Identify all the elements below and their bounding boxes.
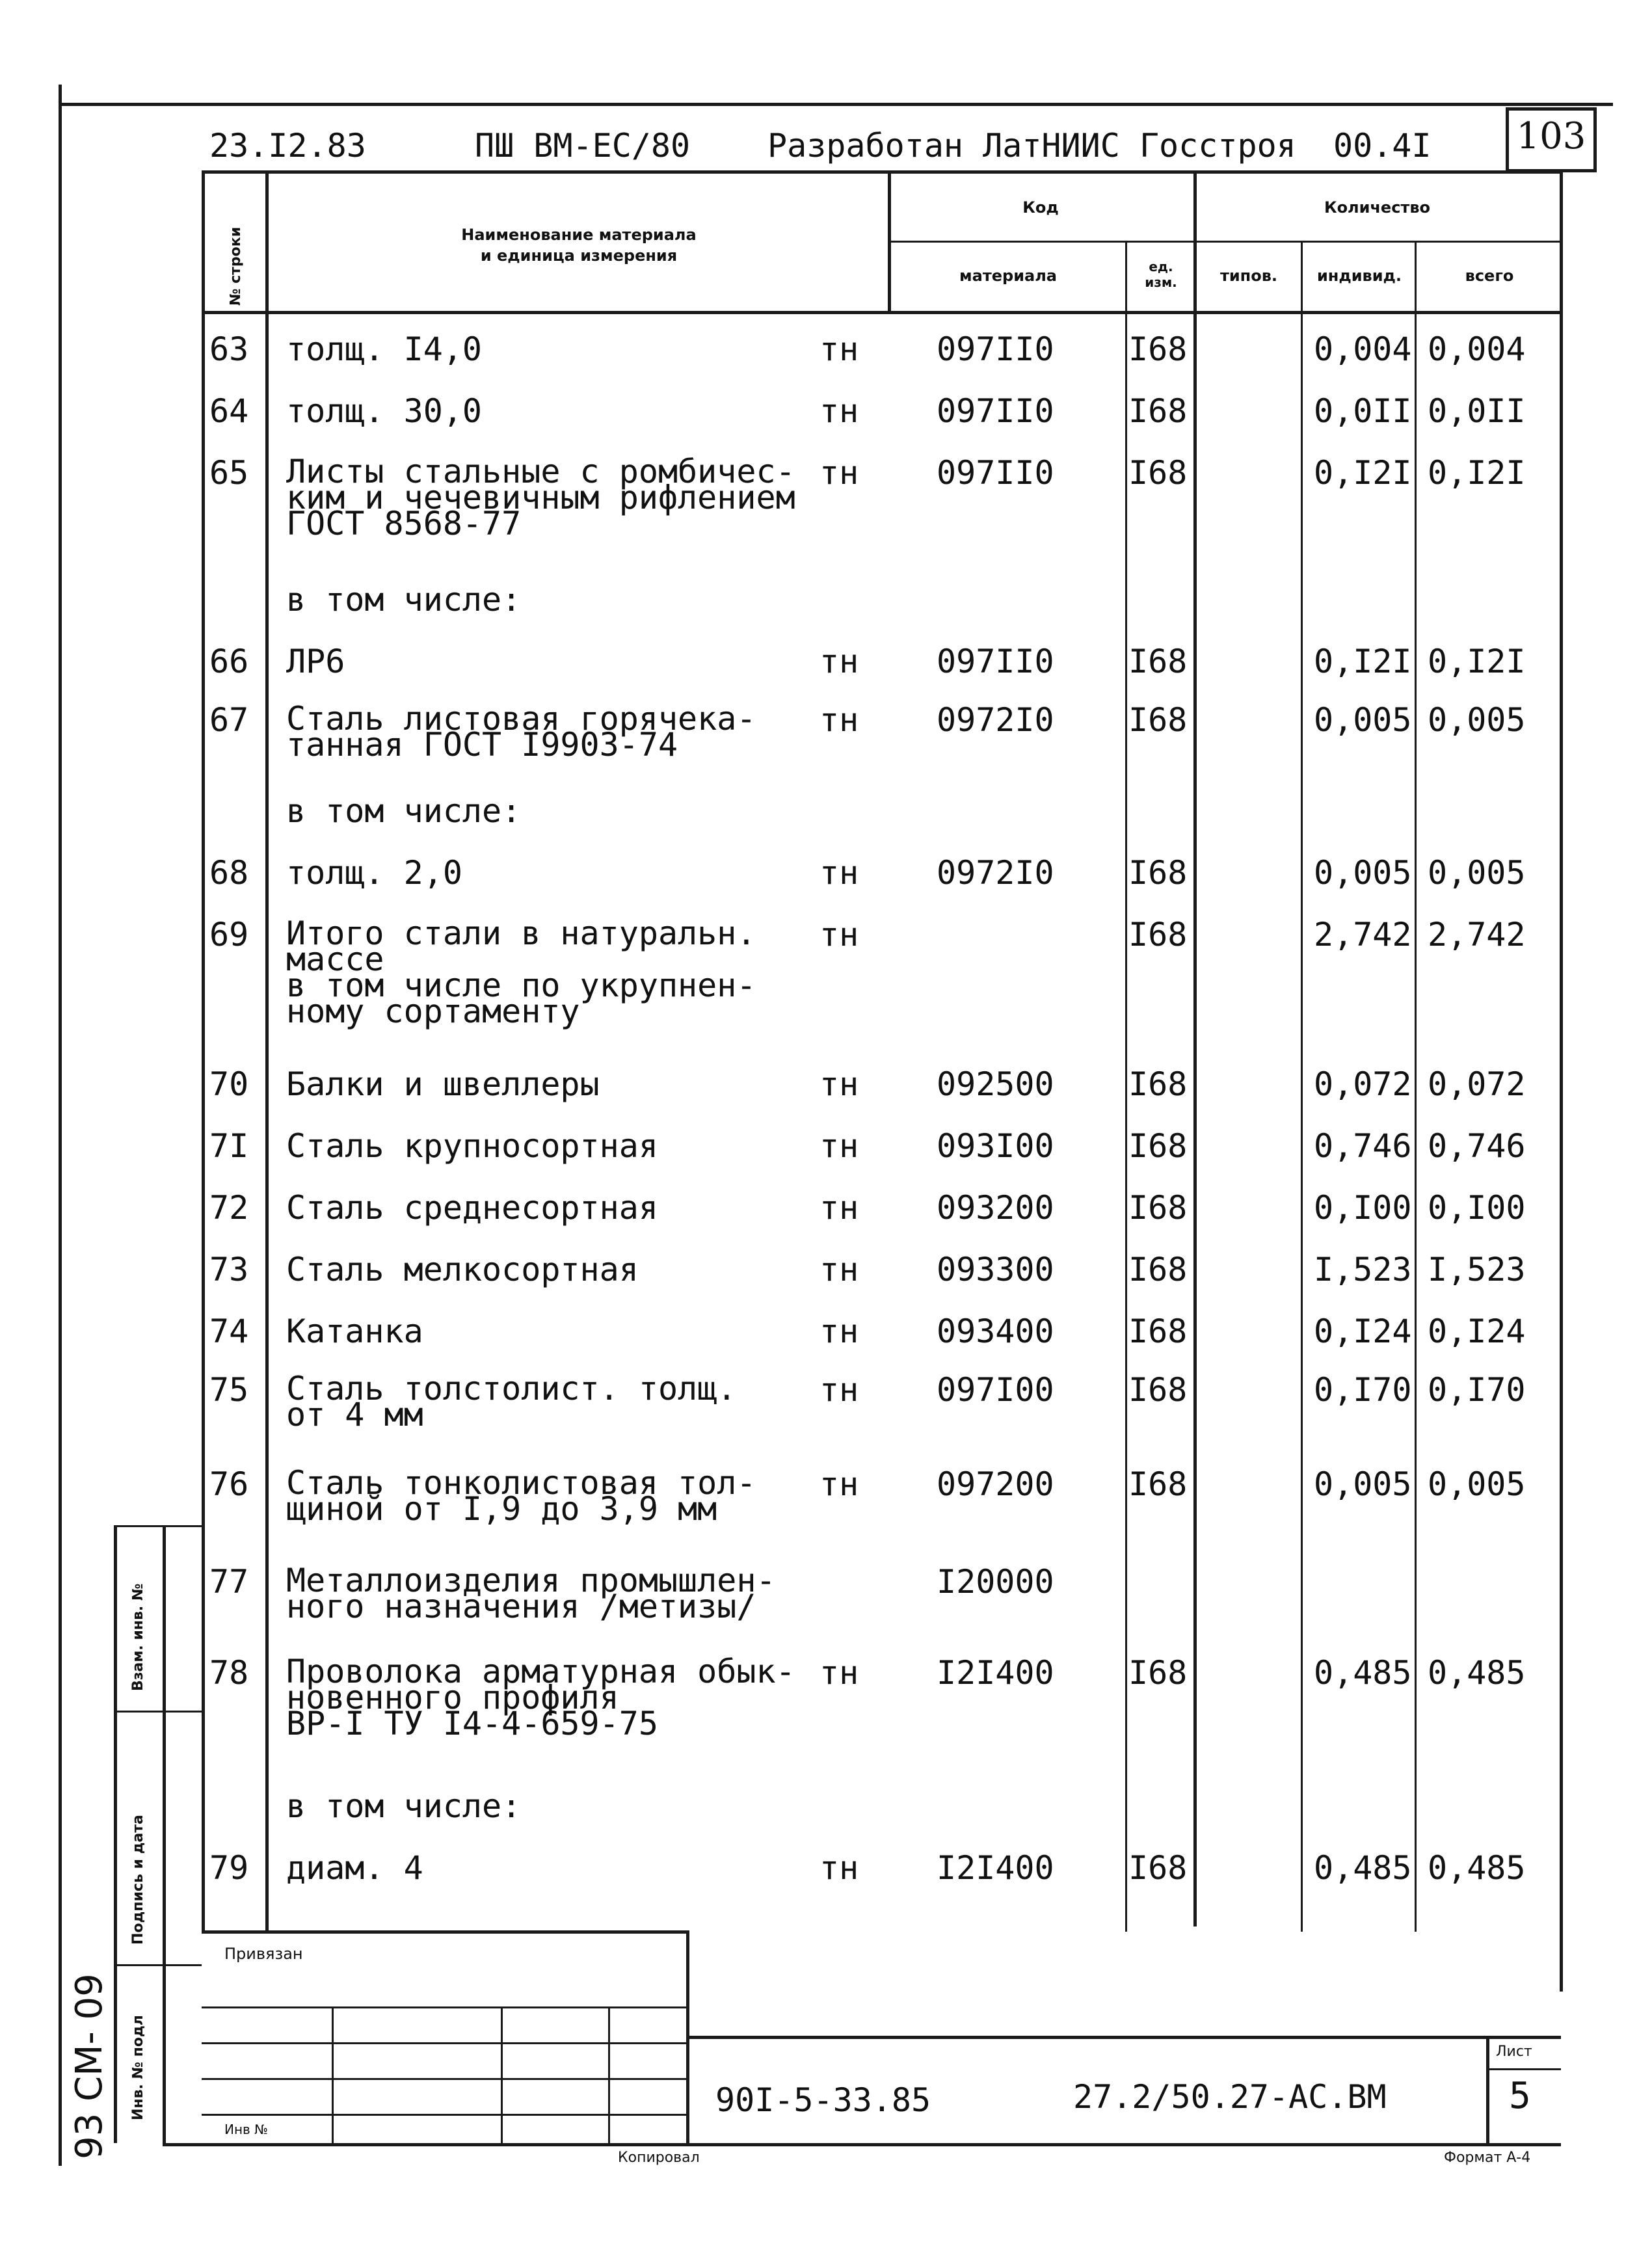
row-total: 0,004: [1428, 330, 1526, 368]
row-code: I20000: [937, 1563, 1054, 1601]
row-code: I2I400: [937, 1849, 1054, 1887]
row-code: 092500: [937, 1065, 1054, 1103]
row-individual: 2,742: [1314, 916, 1412, 953]
footer-sheet-label: Лист: [1496, 2044, 1532, 2060]
binding-top-rule: [202, 1930, 689, 1934]
row-unit: тн: [819, 1465, 859, 1503]
row-measure: I68: [1128, 916, 1188, 953]
header-developer: Разработан ЛатНИИС Госстроя: [767, 127, 1296, 165]
top-rule: [59, 103, 1613, 106]
row-name: Проволока арматурная обык- новенного профиля ВР-I ТУ I4-4-659-75: [286, 1653, 795, 1742]
row-individual: 0,746: [1314, 1127, 1412, 1165]
row-total: 0,005: [1428, 854, 1526, 892]
row-measure: I68: [1128, 1371, 1188, 1409]
header-mid-rule: [888, 241, 1561, 243]
header-code-material: материала: [959, 267, 1057, 285]
row-number: 79: [209, 1849, 249, 1887]
row-total: 0,746: [1428, 1127, 1526, 1165]
row-code: 093200: [937, 1189, 1054, 1227]
row-code: I2I400: [937, 1654, 1054, 1692]
row-code: 093400: [937, 1313, 1054, 1350]
row-individual: 0,I70: [1314, 1371, 1412, 1409]
row-name: Сталь листовая горячека- танная ГОСТ I9903-74: [286, 700, 756, 764]
row-code: 093I00: [937, 1127, 1054, 1165]
row-unit: тн: [819, 1065, 859, 1103]
row-code: 097I00: [937, 1371, 1054, 1409]
row-number: 64: [209, 392, 249, 430]
side-stamp-code: 93 СМ- 09: [68, 1973, 111, 2159]
header-date: 23.I2.83: [209, 127, 366, 165]
row-measure: I68: [1128, 1654, 1188, 1692]
stamp-col-3: [608, 2006, 610, 2143]
side-stamp-outer: [114, 1525, 117, 2143]
row-unit: тн: [819, 701, 859, 739]
row-number: 78: [209, 1654, 249, 1692]
sheet-box-mid: [1486, 2068, 1561, 2070]
row-total: 0,485: [1428, 1654, 1526, 1692]
row-name: Сталь тонколистовая тол- щиной от I,9 до 3,9 мм: [286, 1464, 756, 1528]
header-code-group: Код: [1022, 198, 1059, 217]
row-unit: тн: [819, 1127, 859, 1165]
stamp-row-1: [202, 2006, 686, 2008]
header-version: 00.4I: [1333, 127, 1432, 165]
row-individual: 0,005: [1314, 701, 1412, 739]
table-left-border: [202, 170, 205, 1933]
stamp-row-4: [202, 2114, 686, 2116]
row-number: 72: [209, 1189, 249, 1227]
row-total: 0,005: [1428, 1465, 1526, 1503]
side-stamp-sep-1: [114, 1711, 202, 1713]
side-label-signature: Подпись и дата: [130, 1815, 146, 1945]
row-total: 0,0II: [1428, 392, 1526, 430]
row-measure: I68: [1128, 330, 1188, 368]
row-measure: I68: [1128, 454, 1188, 492]
header-qty-individual: индивид.: [1316, 267, 1402, 285]
table-right-border: [1560, 170, 1563, 1992]
sheet-box-left: [1486, 2036, 1489, 2143]
row-measure: I68: [1128, 701, 1188, 739]
footer-copied: Копировал: [618, 2150, 700, 2166]
row-individual: 0,0II: [1314, 392, 1412, 430]
row-code: 097II0: [937, 330, 1054, 368]
row-total: 0,I00: [1428, 1189, 1526, 1227]
row-code: 097II0: [937, 643, 1054, 680]
side-label-inv-orig: Инв. № подл: [130, 2015, 146, 2120]
footer-inv-no: Инв №: [224, 2122, 268, 2137]
row-number: 7I: [209, 1127, 249, 1165]
row-number: 63: [209, 330, 249, 368]
row-total: 0,485: [1428, 1849, 1526, 1887]
header-code-unit: ед. изм.: [1145, 259, 1177, 290]
row-name: Итого стали в натуральн. массе в том числе по укрупнен- ному сортаменту: [286, 914, 756, 1030]
row-total: 0,005: [1428, 701, 1526, 739]
row-individual: 0,I2I: [1314, 454, 1412, 492]
stamp-col-2: [501, 2006, 503, 2143]
row-name: в том числе:: [286, 1787, 522, 1825]
row-number: 73: [209, 1251, 249, 1288]
col-sep-no: [265, 170, 269, 1933]
row-name: Балки и швеллеры: [286, 1065, 600, 1103]
row-number: 69: [209, 916, 249, 953]
col-sep-code: [1193, 170, 1197, 1926]
row-name: Катанка: [286, 1313, 423, 1350]
row-measure: I68: [1128, 1313, 1188, 1350]
header-bottom-rule: [202, 311, 1561, 314]
row-unit: тн: [819, 1313, 859, 1350]
row-total: 0,I70: [1428, 1371, 1526, 1409]
row-unit: тн: [819, 1654, 859, 1692]
col-sep-measure: [1125, 241, 1127, 1932]
row-individual: 0,I2I: [1314, 643, 1412, 680]
header-quantity-group: Количество: [1324, 198, 1431, 217]
row-number: 75: [209, 1371, 249, 1409]
row-individual: 0,I00: [1314, 1189, 1412, 1227]
header-qty-typical: типов.: [1219, 267, 1278, 285]
side-stamp-sep-2: [114, 1964, 202, 1966]
row-number: 66: [209, 643, 249, 680]
row-individual: 0,485: [1314, 1654, 1412, 1692]
row-unit: тн: [819, 1251, 859, 1288]
row-unit: тн: [819, 330, 859, 368]
row-total: 0,I2I: [1428, 643, 1526, 680]
row-unit: тн: [819, 454, 859, 492]
row-number: 67: [209, 701, 249, 739]
row-measure: I68: [1128, 1849, 1188, 1887]
row-code: 0972I0: [937, 701, 1054, 739]
row-number: 65: [209, 454, 249, 492]
row-total: 2,742: [1428, 916, 1526, 953]
row-number: 68: [209, 854, 249, 892]
side-stamp-top: [114, 1525, 202, 1527]
row-name: Металлоизделия промышлен- ного назначения /метизы/: [286, 1562, 776, 1625]
row-individual: 0,I24: [1314, 1313, 1412, 1350]
stamp-col-1: [332, 2006, 334, 2143]
table-top-border: [202, 170, 1561, 174]
row-unit: тн: [819, 916, 859, 953]
footer-bound: Привязан: [224, 1945, 303, 1963]
row-unit: тн: [819, 854, 859, 892]
row-unit: тн: [819, 1849, 859, 1887]
row-individual: 0,072: [1314, 1065, 1412, 1103]
row-code: 093300: [937, 1251, 1054, 1288]
row-number: 76: [209, 1465, 249, 1503]
footer-drawing-code: 27.2/50.27-АС.ВМ: [1073, 2078, 1387, 2116]
row-measure: I68: [1128, 1189, 1188, 1227]
col-sep-typical: [1301, 241, 1303, 1932]
row-code: 0972I0: [937, 854, 1054, 892]
row-code: 097II0: [937, 392, 1054, 430]
row-total: 0,072: [1428, 1065, 1526, 1103]
row-name: Листы стальные с ромбичес- ким и чечевичным рифлением ГОСТ 8568-77: [286, 453, 795, 542]
row-number: 70: [209, 1065, 249, 1103]
row-measure: I68: [1128, 392, 1188, 430]
row-number: 77: [209, 1563, 249, 1601]
row-total: 0,I2I: [1428, 454, 1526, 492]
stamp-row-3: [202, 2078, 686, 2080]
stamp-row-2: [202, 2042, 686, 2044]
row-measure: I68: [1128, 643, 1188, 680]
left-margin-rule: [59, 85, 62, 2166]
row-total: I,523: [1428, 1251, 1526, 1288]
row-name: в том числе:: [286, 581, 522, 619]
row-name: толщ. I4,0: [286, 330, 483, 368]
header-name: Наименование материала и единица измерения: [461, 226, 697, 265]
row-measure: I68: [1128, 1465, 1188, 1503]
row-measure: I68: [1128, 1065, 1188, 1103]
side-label-replace: Взам. инв. №: [130, 1583, 146, 1691]
row-individual: 0,485: [1314, 1849, 1412, 1887]
row-individual: I,523: [1314, 1251, 1412, 1288]
header-stamp: 103: [1506, 107, 1597, 172]
header-code: ПШ ВМ-ЕС/80: [475, 127, 691, 165]
row-code: 097200: [937, 1465, 1054, 1503]
row-name: Сталь крупносортная: [286, 1127, 658, 1165]
row-number: 74: [209, 1313, 249, 1350]
frame-bottom-rule: [163, 2143, 1561, 2146]
row-measure: I68: [1128, 1251, 1188, 1288]
row-name: Сталь мелкосортная: [286, 1251, 639, 1288]
row-individual: 0,004: [1314, 330, 1412, 368]
row-name: ЛР6: [286, 643, 345, 680]
row-measure: I68: [1128, 1127, 1188, 1165]
title-block-top: [686, 2036, 1561, 2039]
footer-format: Формат А-4: [1444, 2150, 1531, 2166]
row-name: толщ. 2,0: [286, 854, 462, 892]
row-name: диам. 4: [286, 1849, 423, 1887]
header-row-no: № строки: [228, 226, 244, 306]
side-stamp-inner: [163, 1525, 166, 2143]
row-measure: I68: [1128, 854, 1188, 892]
row-name: Сталь среднесортная: [286, 1189, 658, 1227]
col-sep-individual: [1415, 241, 1417, 1932]
header-qty-total: всего: [1465, 267, 1514, 285]
footer-doc-code: 90I-5-33.85: [715, 2081, 931, 2119]
row-unit: тн: [819, 392, 859, 430]
row-name: Сталь толстолист. толщ. от 4 мм: [286, 1370, 737, 1433]
row-individual: 0,005: [1314, 1465, 1412, 1503]
row-code: 097II0: [937, 454, 1054, 492]
row-name: в том числе:: [286, 792, 522, 830]
row-unit: тн: [819, 1371, 859, 1409]
row-individual: 0,005: [1314, 854, 1412, 892]
row-name: толщ. 30,0: [286, 392, 483, 430]
row-unit: тн: [819, 643, 859, 680]
footer-sheet-no: 5: [1509, 2075, 1531, 2117]
row-total: 0,I24: [1428, 1313, 1526, 1350]
row-unit: тн: [819, 1189, 859, 1227]
